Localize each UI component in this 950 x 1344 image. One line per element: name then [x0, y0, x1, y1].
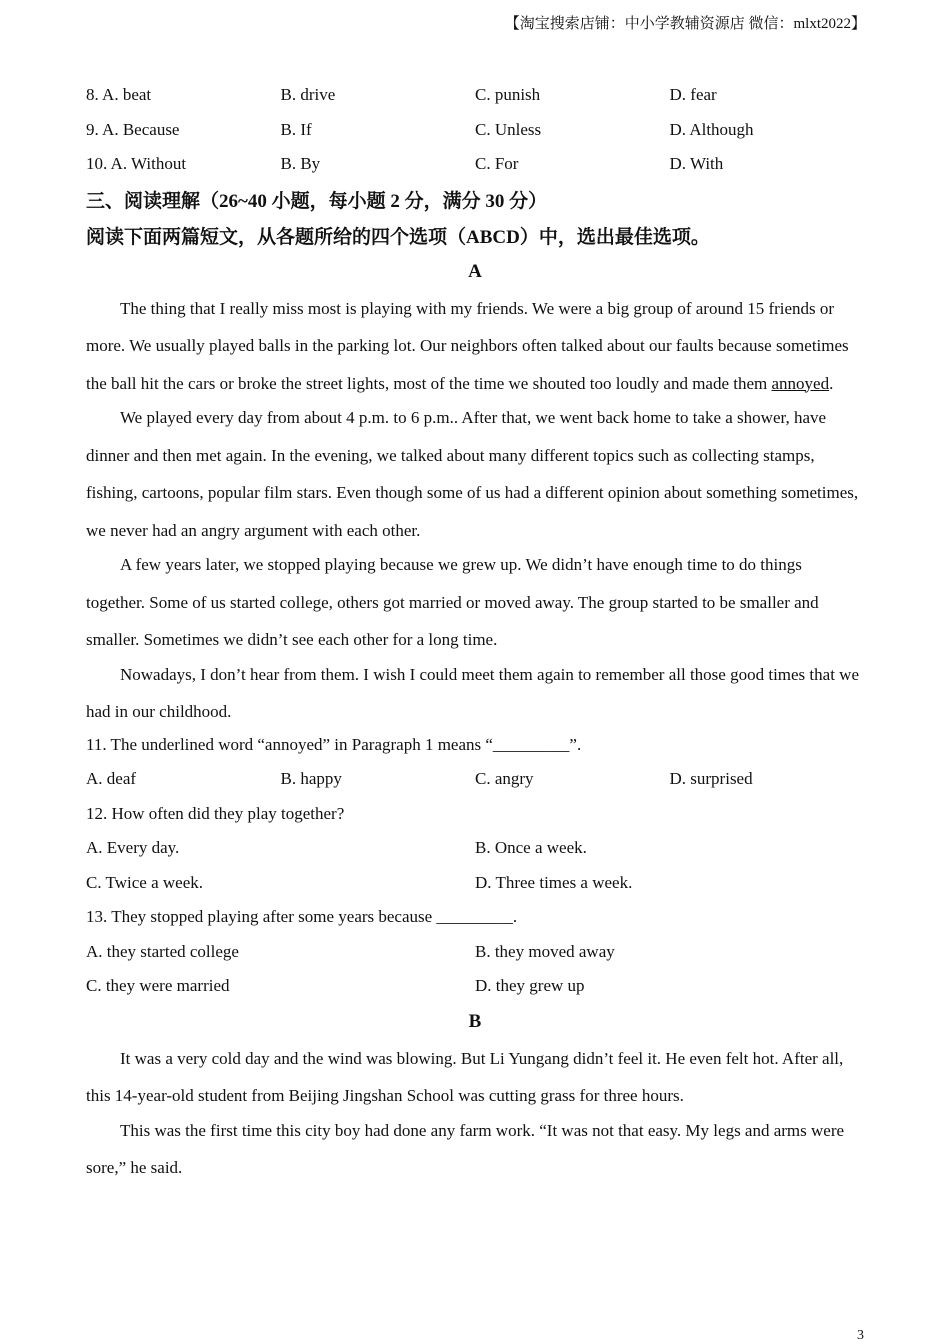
option-a: A. deaf — [86, 769, 137, 789]
option-a: 9. A. Because — [86, 119, 180, 139]
question-13-stem: 13. They stopped playing after some years because _________. — [86, 907, 518, 927]
option-b: B. drive — [280, 85, 336, 105]
option-a: 10. A. Without — [86, 154, 187, 174]
option-d: D. they grew up — [475, 976, 585, 996]
question-11-options — [86, 762, 864, 797]
cloze-options-9 — [86, 113, 864, 148]
passage-b-title: B — [468, 1010, 482, 1032]
question-12-stem: 12. How often did they play together? — [86, 803, 345, 823]
option-b: B. If — [280, 119, 312, 139]
option-c: C. angry — [475, 769, 534, 789]
passage-a-title: A — [468, 260, 482, 282]
cloze-options-10 — [86, 147, 864, 182]
passage-a-paragraph-4: Nowadays, I don’t hear from them. I wish I could meet them again to remember all those good times that we had in our childhood. — [86, 664, 859, 721]
option-a: A. they started college — [86, 941, 239, 961]
option-d: D. fear — [669, 85, 717, 105]
passage-b-paragraph-2: This was the first time this city boy had done any farm work. “It was not that easy. My legs and arms were sore,” he said. — [86, 1120, 845, 1177]
question-13-options-row-2 — [86, 969, 864, 1004]
option-d: D. Although — [669, 119, 754, 139]
question-13-options-row-1 — [86, 935, 864, 970]
section-title: 三、阅读理解（26~40 小题，每小题 2 分，满分 30 分） — [86, 191, 548, 212]
question-11-stem: 11. The underlined word “annoyed” in Paragraph 1 means “_________”. — [86, 734, 582, 754]
option-b: B. they moved away — [475, 941, 615, 961]
passage-a-paragraph-3: A few years later, we stopped playing because we grew up. We didn’t have enough time to do things together. Some of us started college, others got married or moved away. The group started to be smaller and smaller. Sometimes we didn’t see each other for a long time. — [86, 555, 819, 649]
option-d: D. With — [669, 154, 724, 174]
option-a: A. Every day. — [86, 838, 180, 858]
option-c: C. For — [475, 154, 519, 174]
page-header: 【淘宝搜索店铺：中小学教辅资源店 微信：mlxt2022】 — [504, 16, 866, 32]
option-c: C. punish — [475, 85, 541, 105]
option-d: D. surprised — [669, 769, 753, 789]
option-b: B. By — [280, 154, 321, 174]
document-body — [86, 78, 864, 1184]
cloze-options-8 — [86, 78, 864, 113]
passage-a-paragraph-1: The thing that I really miss most is playing with my friends. We were a big group of around 15 friends or more. We usually played balls in the parking lot. Our neighbors often talked about our faults because sometimes the ball hit the cars or broke the street lights, most of the time we shouted too loudly and made them annoyed. — [86, 298, 849, 393]
page-number: 3 — [857, 1328, 864, 1343]
option-c: C. Twice a week. — [86, 872, 203, 892]
option-c: C. they were married — [86, 976, 230, 996]
passage-a-paragraph-2: We played every day from about 4 p.m. to 6 p.m.. After that, we went back home to take a shower, have dinner and then met again. In the evening, we talked about many different topics such as collecting stamps, fishing, cartoons, popular film stars. Even though some of us had a different opinion about something sometimes, we never had an angry argument with each other. — [86, 408, 859, 540]
underlined-word: annoyed — [771, 373, 830, 393]
option-b: B. happy — [280, 769, 342, 789]
option-c: C. Unless — [475, 119, 542, 139]
question-12-options-row-2 — [86, 866, 864, 901]
option-d: D. Three times a week. — [475, 872, 633, 892]
passage-b-paragraph-1: It was a very cold day and the wind was blowing. But Li Yungang didn’t feel it. He even felt hot. After all, this 14-year-old student from Beijing Jingshan School was cutting grass for three hours. — [86, 1048, 844, 1105]
question-12-options-row-1 — [86, 831, 864, 866]
section-instruction: 阅读下面两篇短文，从各题所给的四个选项（ABCD）中，选出最佳选项。 — [86, 227, 710, 248]
option-a: 8. A. beat — [86, 85, 152, 105]
option-b: B. Once a week. — [475, 838, 587, 858]
